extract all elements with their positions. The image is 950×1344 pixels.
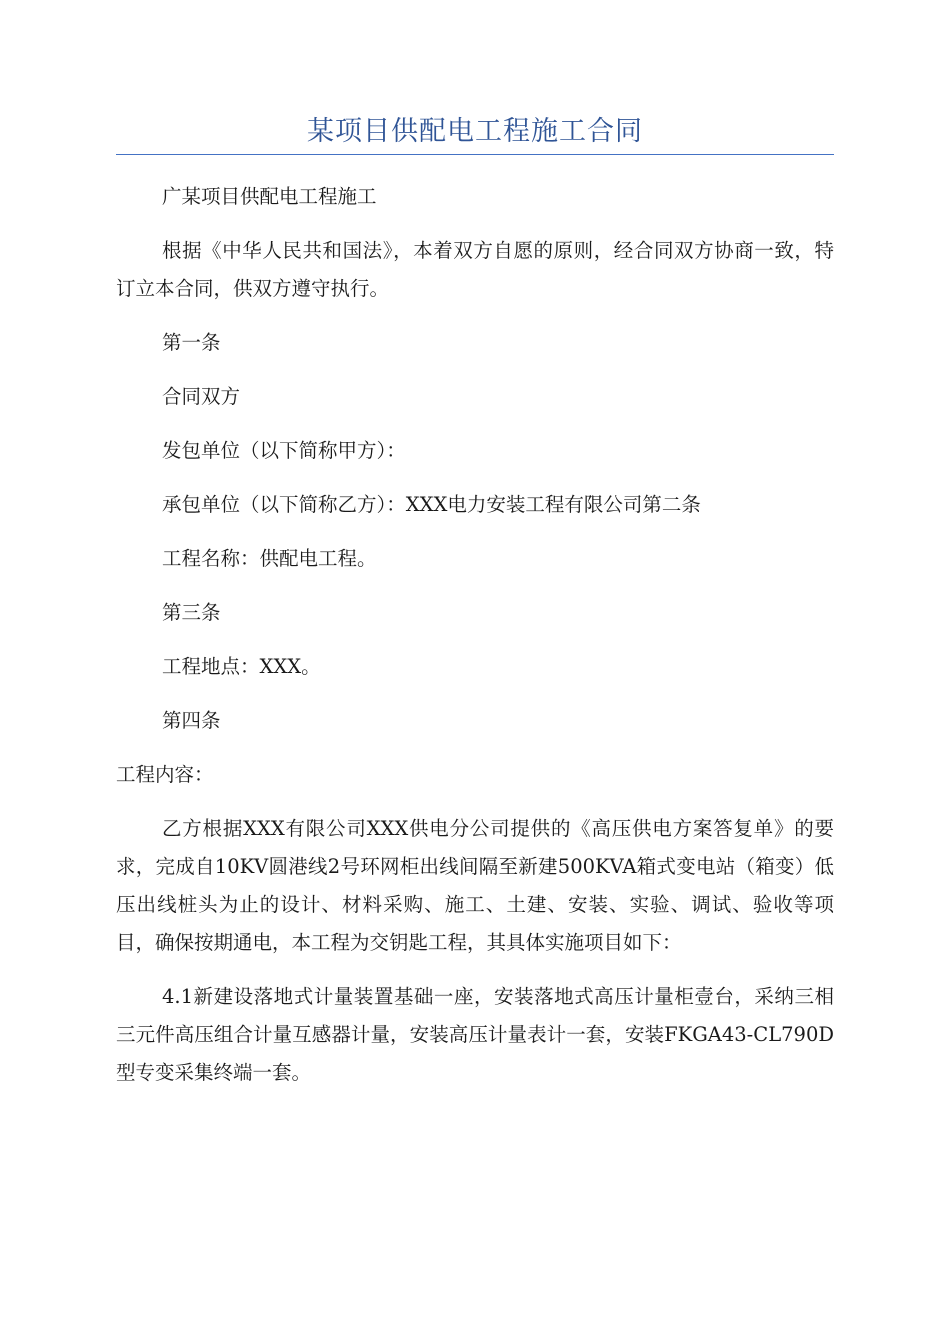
paragraph-scope-description: 乙方根据XXX有限公司XXX供电分公司提供的《高压供电方案答复单》的要求，完成自10KV圆港线2号环网柜出线间隔至新建500KVA箱式变电站（箱变）低压出线桩头为止的设计、材料采购、施工、土建、安装、实验、调试、验收等项目，确保按期通电，本工程为交钥匙工程，其具体实施项目如下： bbox=[116, 817, 834, 954]
paragraph-item-4-1: 4.1新建设落地式计量装置基础一座，安装落地式高压计量柜壹台，采纳三相三元件高压组合计量互感器计量，安装高压计量表计一套，安装FKGA43-CL790D型专变采集终端一套。 bbox=[116, 985, 834, 1084]
paragraph-project-name: 广某项目供配电工程施工 bbox=[162, 185, 377, 208]
paragraph-preamble: 根据《中华人民共和国法》，本着双方自愿的原则，经合同双方协商一致，特订立本合同，供双方遵守执行。 bbox=[116, 239, 834, 300]
heading-article-1: 第一条 bbox=[162, 331, 221, 354]
paragraph-party-b: 承包单位（以下简称乙方）：XXX电力安装工程有限公司第二条 bbox=[162, 493, 701, 516]
paragraph-project-title: 工程名称：供配电工程。 bbox=[162, 547, 377, 570]
paragraph-scope-heading: 工程内容： bbox=[116, 763, 214, 786]
paragraph-parties-heading: 合同双方 bbox=[162, 385, 241, 408]
heading-article-3: 第三条 bbox=[162, 601, 221, 624]
document-body bbox=[116, 178, 834, 1108]
title-underline bbox=[116, 154, 834, 155]
heading-article-4: 第四条 bbox=[162, 709, 221, 732]
paragraph-project-location: 工程地点：XXX。 bbox=[162, 655, 321, 678]
paragraph-party-a: 发包单位（以下简称甲方）： bbox=[162, 439, 406, 462]
document-title: 某项目供配电工程施工合同 bbox=[307, 116, 643, 147]
